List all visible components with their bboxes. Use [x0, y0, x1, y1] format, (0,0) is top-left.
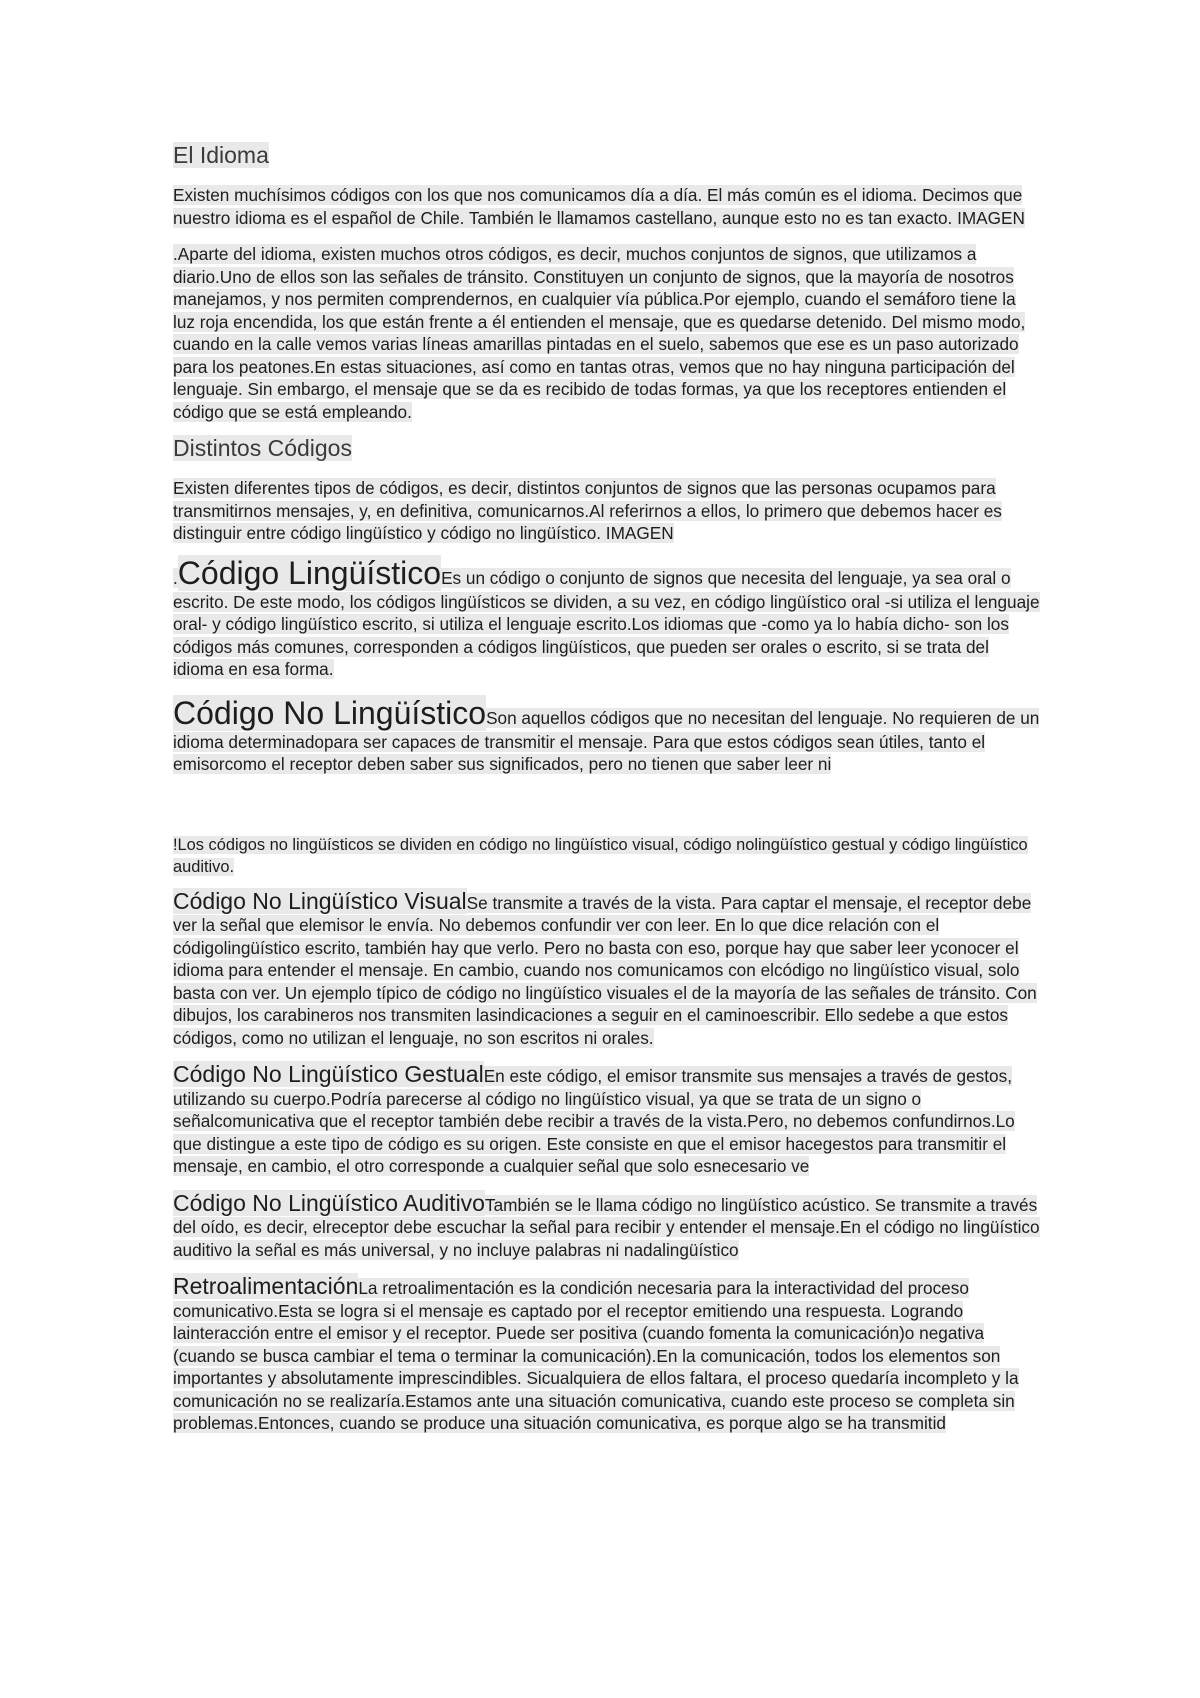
heading-retroalimentacion: Retroalimentación [173, 1273, 359, 1299]
heading-codigo-auditivo: Código No Lingüístico Auditivo [173, 1189, 485, 1216]
paragraph-distintos-codigos: Existen diferentes tipos de códigos, es decir, distintos conjuntos de signos que las personas ocupamos para transmitirnos mensajes, y, en definitiva, comunicarnos.Al referirnos a ellos, lo primero que debemos hacer es distinguir entre código lingüístico y código no lingüístico. IMAGEN [173, 478, 1002, 543]
heading-codigo-no-linguistico: Código No Lingüístico [173, 694, 487, 731]
heading-codigo-visual: Código No Lingüístico Visual [173, 887, 467, 914]
heading-distintos-codigos: Distintos Códigos [173, 435, 352, 461]
paragraph-otros-codigos: .Aparte del idioma, existen muchos otros códigos, es decir, muchos conjuntos de signos, que utilizamos a diario.Uno de ellos son las señales de tránsito. Constituyen un conjunto de signos, que la mayoría de nosotros manejamos, y nos permiten comprendernos, en cualquier vía pública.Por ejemplo, cuando el semáforo tiene la luz roja encendida, los que están frente a él entienden el mensaje, que es quedarse detenido. Del mismo modo, cuando en la calle vemos varias líneas amarillas pintadas en el suelo, sabemos que ese es un paso autorizado para los peatones.En estas situaciones, así como en tantas otras, vemos que no hay ninguna participación del lenguaje. Sin embargo, el mensaje que se da es recibido de todas formas, ya que los receptores entienden el código que se está empleando. [173, 244, 1026, 422]
heading-el-idioma: El Idioma [173, 142, 269, 168]
heading-codigo-gestual: Código No Lingüístico Gestual [173, 1061, 484, 1087]
heading-codigo-linguistico: Código Lingüístico [177, 554, 442, 591]
paragraph-division-codigos: !Los códigos no lingüísticos se dividen en código no lingüístico visual, código nolingüístico gestual y código lingüístico auditivo. [173, 835, 1028, 876]
section-codigo-auditivo: Código No Lingüístico AuditivoTambién se le llama código no lingüístico acústico. Se transmite a través del oído, es decir, elreceptor debe escuchar la señal para recibir y entender el mensaje.En el código no lingüístico auditivo la señal es más universal, y no incluye palabras ni nadalingüístico [173, 1189, 1040, 1260]
section-codigo-no-linguistico: Código No LingüísticoSon aquellos códigos que no necesitan del lenguaje. No requieren de un idioma determinadopara ser capaces de transmitir el mensaje. Para que estos códigos sean útiles, tanto el emisorcomo el receptor deben saber sus significados, pero no tienen que saber leer ni [173, 694, 1040, 774]
section-codigo-gestual: Código No Lingüístico GestualEn este código, el emisor transmite sus mensajes a través de gestos, utilizando su cuerpo.Podría parecerse al código no lingüístico visual, ya que se trata de un signo o señalcomunicativa que el receptor también debe recibir a través de la vista.Pero, no debemos confundirnos.Lo que distingue a este tipo de código es su origen. Este consiste en que el emisor hacegestos para transmitir el mensaje, en cambio, el otro corresponde a cualquier señal que solo esnecesario ve [173, 1061, 1015, 1176]
section-codigo-linguistico: .Código LingüísticoEs un código o conjunto de signos que necesita del lenguaje, ya sea oral o escrito. De este modo, los códigos lingüísticos se dividen, a su vez, en código lingüístico oral -si utiliza el lenguaje oral- y código lingüístico escrito, si utiliza el lenguaje escrito.Los idiomas que -como ya lo había dicho- son los códigos más comunes, corresponden a códigos lingüísticos, que pueden ser orales o escrito, si se trata del idioma en esa forma. [173, 554, 1040, 679]
section-codigo-visual: Código No Lingüístico VisualSe transmite a través de la vista. Para captar el mensaje, el receptor debe ver la señal que elemisor le envía. No debemos confundir ver con leer. En lo que dice relación con el códigolingüístico escrito, también hay que verlo. Pero no basta con eso, porque hay que saber leer yconocer el idioma para entender el mensaje. En cambio, cuando nos comunicamos con elcódigo no lingüístico visual, solo basta con ver. Un ejemplo típico de código no lingüístico visuales el de la mayoría de las señales de tránsito. Con dibujos, los carabineros nos transmiten lasindicaciones a seguir en el caminoescribir. Ello sedebe a que estos códigos, como no utilizan el lenguaje, no son escritos ni orales. [173, 887, 1037, 1048]
document-content [173, 140, 1041, 1435]
paragraph-idioma-intro: Existen muchísimos códigos con los que nos comunicamos día a día. El más común es el idioma. Decimos que nuestro idioma es el español de Chile. También le llamamos castellano, aunque esto no es tan exacto. IMAGEN [173, 185, 1025, 228]
section-retroalimentacion: RetroalimentaciónLa retroalimentación es la condición necesaria para la interactividad del proceso comunicativo.Esta se logra si el mensaje es captado por el receptor emitiendo una respuesta. Logrando lainteracción entre el emisor y el receptor. Puede ser positiva (cuando fomenta la comunicación)o negativa (cuando se busca cambiar el tema o terminar la comunicación).En la comunicación, todos los elementos son importantes y absolutamente imprescindibles. Sicualquiera de ellos faltara, el proceso quedaría incompleto y la comunicación no se realizaría.Estamos ante una situación comunicativa, cuando este proceso se completa sin problemas.Entonces, cuando se produce una situación comunicativa, es porque algo se ha transmitid [173, 1273, 1019, 1433]
